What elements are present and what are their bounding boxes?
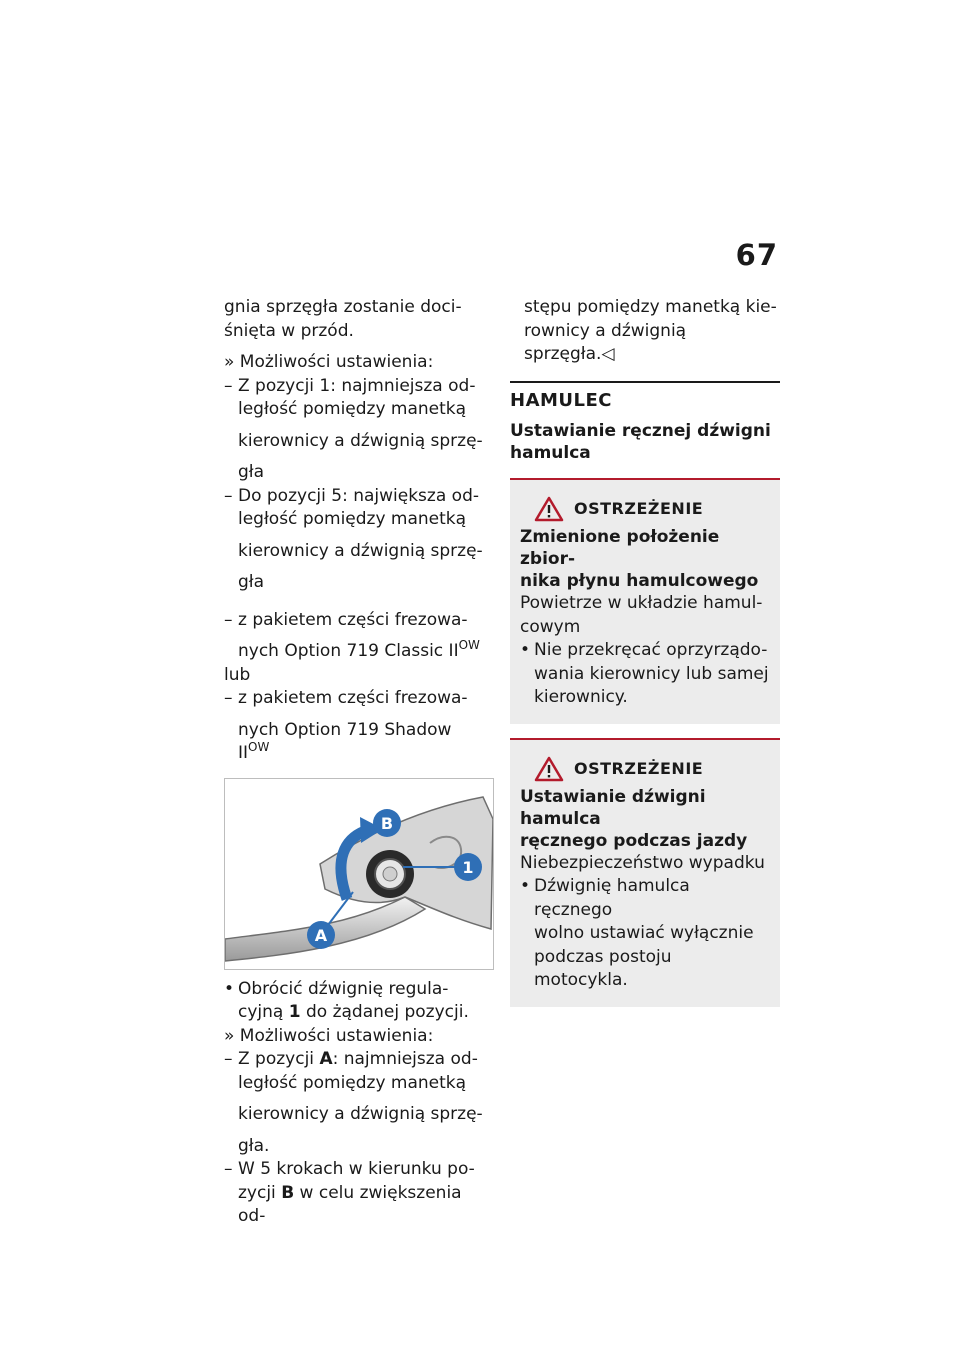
continuation-text: rownicy a dźwignią sprzęgła.◁	[524, 320, 687, 364]
options-label: » Możliwości ustawienia:	[224, 1025, 434, 1046]
section-rule	[510, 381, 780, 383]
list-item	[224, 375, 494, 399]
intro-line: gnia sprzęgła zostanie doci-	[224, 297, 462, 317]
list-item	[224, 1048, 494, 1072]
position-reference: B	[281, 1182, 295, 1203]
list-item-text	[224, 742, 494, 766]
warning-bullet-text: Nie przekręcać oprzyrządo-	[534, 640, 768, 660]
bullet-marker: •	[224, 978, 235, 999]
list-item-text: Z pozycji A: najmniejsza od-	[238, 1049, 478, 1069]
continuation-text: stępu pomiędzy manetką kie-	[524, 297, 777, 317]
warning-subtitle: Ustawianie dźwigni hamulca ręcznego podczas jazdy	[520, 786, 748, 851]
step-text: Obrócić dźwignię regula-	[238, 978, 449, 999]
warning-triangle-icon	[534, 496, 564, 522]
list-item-text: ległość pomiędzy manetką	[238, 1072, 467, 1093]
right-column	[510, 296, 780, 1007]
warning-triangle-icon	[534, 756, 564, 782]
warning-title: OSTRZEŻENIE	[574, 499, 704, 519]
warning-bullet	[520, 639, 770, 663]
warning-bullet-text: wolno ustawiać wyłącznie	[534, 923, 754, 943]
label-a: A	[314, 925, 328, 945]
warning-header	[534, 756, 770, 782]
list-item-text: kierownicy a dźwignią sprzę-	[238, 540, 483, 561]
label-1: 1	[462, 857, 474, 877]
list-item-text: Do pozycji 5: największa od-	[238, 485, 479, 506]
warning-box	[510, 738, 780, 1007]
dash-marker: –	[224, 1159, 233, 1179]
list-item	[224, 609, 494, 633]
position-reference: A	[319, 1049, 333, 1069]
warning-bullet-text: podczas postoju motocykla.	[534, 946, 672, 990]
package-name: II	[238, 743, 249, 763]
lever-illustration	[225, 779, 493, 969]
warning-bullet-text: wania kierownicy lub samej	[534, 663, 769, 684]
bullet-marker: •	[520, 876, 531, 896]
section-title: HAMULEC	[510, 389, 612, 411]
step-text: cyjną 1 do żądanej pozycji.	[238, 1002, 469, 1022]
list-item	[224, 1158, 494, 1182]
list-item-text: zycji B w celu zwiększenia od-	[238, 1182, 462, 1226]
page-number: 67	[735, 238, 778, 272]
left-column	[224, 296, 494, 1229]
dash-marker: –	[224, 688, 233, 708]
warning-text: Niebezpieczeństwo wypadku	[520, 852, 765, 873]
list-item-text: z pakietem części frezowa-	[238, 688, 468, 708]
adjuster-knob-center	[383, 867, 397, 881]
warning-box	[510, 478, 780, 724]
dash-marker: –	[224, 1049, 233, 1069]
warning-bullet	[520, 875, 770, 922]
dash-marker: –	[224, 609, 233, 630]
dash-marker: –	[224, 485, 233, 506]
warning-text: cowym	[520, 616, 581, 637]
intro-line: śnięta w przód.	[224, 320, 354, 341]
subsection-title-line: Ustawianie ręcznej dźwigni	[510, 421, 771, 441]
list-item-text: gła	[238, 572, 265, 592]
list-item-text: kierownicy a dźwignią sprzę-	[238, 1104, 483, 1124]
step-item	[224, 978, 494, 1002]
list-item-text: ległość pomiędzy manetką	[238, 509, 467, 529]
dash-marker: –	[224, 375, 233, 396]
warning-header	[534, 496, 770, 522]
list-item-text: gła	[238, 462, 265, 482]
list-item-text: Z pozycji 1: najmniejsza od-	[238, 375, 476, 396]
list-item-text: nych Option 719 Shadow	[238, 719, 452, 740]
warning-subtitle: Zmienione położenie zbior- nika płynu hamulcowego	[520, 527, 759, 591]
list-item-text: z pakietem części frezowa-	[238, 609, 468, 630]
subsection-title-line: hamulca	[510, 443, 591, 463]
label-b: B	[380, 813, 394, 833]
warning-bullet-text: Dźwignię hamulca ręcznego	[534, 876, 690, 920]
list-item-text	[224, 640, 494, 664]
list-item-text: gła.	[238, 1135, 270, 1156]
list-item	[224, 485, 494, 509]
list-item	[224, 687, 494, 711]
options-label: » Możliwości ustawienia:	[224, 352, 434, 372]
lever-adjustment-figure	[224, 778, 494, 970]
list-item-text: ległość pomiędzy manetką	[238, 399, 467, 419]
warning-text: Powietrze w układzie hamul-	[520, 593, 763, 613]
warning-bullet-text: kierownicy.	[534, 687, 628, 707]
warning-title: OSTRZEŻENIE	[574, 758, 704, 778]
list-item-text: kierownicy a dźwignią sprzę-	[238, 430, 483, 451]
bullet-marker: •	[520, 640, 531, 660]
option-superscript: OW	[458, 638, 480, 652]
package-name: nych Option 719 Classic II	[238, 641, 459, 661]
subsection-title	[510, 420, 780, 464]
list-item-text: W 5 krokach w kierunku po-	[238, 1159, 475, 1179]
lub-text: lub	[224, 664, 251, 685]
option-superscript: OW	[248, 740, 270, 754]
part-reference: 1	[288, 1002, 301, 1022]
